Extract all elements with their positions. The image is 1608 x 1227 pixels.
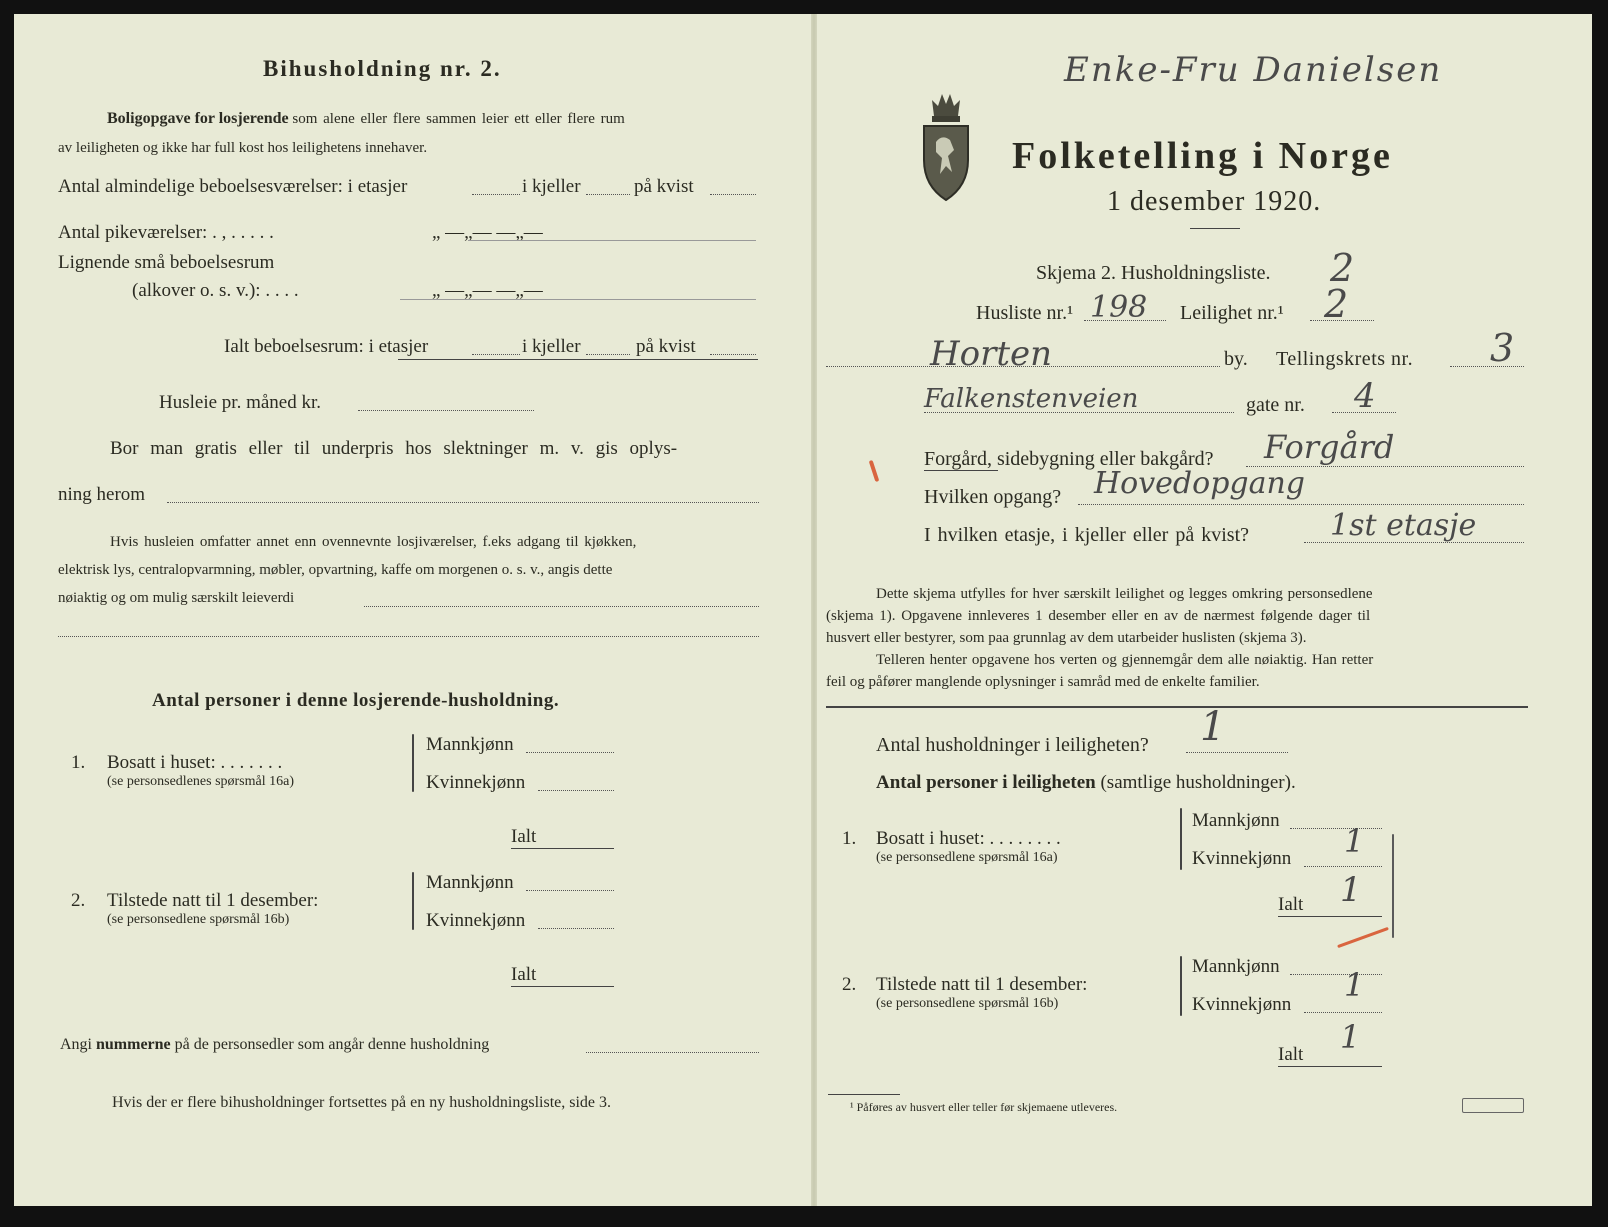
opgang-label: Hvilken opgang? (924, 486, 1062, 508)
row1-kjeller: i kjeller (522, 176, 581, 197)
title-rule (1190, 228, 1240, 229)
left-q2-num: 2. (71, 890, 86, 911)
left-q1-num: 1. (71, 752, 86, 773)
printer-stamp (1462, 1098, 1524, 1113)
left-q2-label: Tilstede natt til 1 desember: (107, 890, 319, 911)
right-date: 1 desember 1920. (1107, 186, 1322, 217)
note-line-4: Telleren henter opgavene hos verten og gjennemgår dem alle nøiaktig. Han retter (876, 652, 1374, 668)
right-q1-mann: Mannkjønn (1192, 810, 1280, 831)
right-q2-sub: (se personsedlene spørsmål 16b) (876, 996, 1059, 1011)
husleie-label: Husleie pr. måned kr. (159, 392, 321, 413)
opgang-field (1078, 504, 1524, 505)
gate-nr-value: 4 (1354, 376, 1376, 416)
etasje-value: 1st etasje (1330, 508, 1477, 543)
coat-of-arms-icon (918, 86, 974, 204)
left-q2-mann-field (526, 890, 614, 891)
krets-label: Tellingskrets nr. (1276, 348, 1414, 370)
leilighet-label: Leilighet nr.¹ (1180, 302, 1284, 324)
intro-line-2: av leiligheten og ikke har full kost hos leilighetens innehaver. (58, 140, 428, 156)
right-q1-ialt-field (1278, 916, 1382, 917)
ialt-underline (398, 359, 758, 360)
left-q1-mann-field (526, 752, 614, 753)
footnote: ¹ Påføres av husvert eller teller før skjemaene utleveres. (850, 1100, 1118, 1114)
ialt-kvist-field (710, 354, 756, 355)
forgard-value: Forgård (1264, 428, 1395, 466)
right-q2-ialt-value: 1 (1340, 1018, 1361, 1056)
right-q2-mann: Mannkjønn (1192, 956, 1280, 977)
right-q2-num: 2. (842, 974, 857, 995)
row3-label-2: (alkover o. s. v.): . . . . (132, 280, 299, 301)
antal-hush-label: Antal husholdninger i leiligheten? (876, 734, 1149, 756)
row3-label-1: Lignende små beboelsesrum (58, 252, 275, 273)
left-q2-ialt: Ialt (511, 964, 537, 985)
footnote-rule (828, 1094, 900, 1095)
left-footer: Hvis der er flere bihusholdninger fortsettes på en ny husholdningsliste, side 3. (112, 1094, 612, 1111)
page-fold (811, 14, 817, 1206)
left-q1-ialt: Ialt (511, 826, 537, 847)
angi-bold: nummerne (96, 1036, 171, 1053)
left-q2-brace (412, 872, 414, 930)
right-persons-title-bold: Antal personer i leiligheten (876, 772, 1096, 793)
krets-field (1450, 366, 1524, 367)
angi-line (60, 1036, 489, 1054)
note-line-1: Dette skjema utfylles for hver særskilt leilighet og legges omkring personsedlene (876, 586, 1373, 602)
right-persons-title (876, 772, 1296, 794)
right-q1-kvinne-field (1304, 866, 1382, 867)
leilighet-value: 2 (1324, 282, 1349, 326)
right-q2-kvinne: Kvinnekjønn (1192, 994, 1292, 1015)
gate-field (924, 412, 1234, 413)
ialt-kjeller-field (586, 354, 630, 355)
right-q1-kvinne-value: 1 (1344, 822, 1365, 860)
right-title: Folketelling i Norge (1012, 135, 1393, 177)
hvis-line-2: elektrisk lys, centralopvarmning, møbler, opvartning, kaffe om morgenen o. s. v., angis dette (58, 562, 613, 578)
right-q1-kvinne: Kvinnekjønn (1192, 848, 1292, 869)
husliste-label: Husliste nr.¹ (976, 302, 1074, 324)
angi-rest: på de personsedler som angår denne husholdning (174, 1036, 490, 1053)
left-q1-sub: (se personsedlenes spørsmål 16a) (107, 774, 295, 789)
left-q1-kvinne: Kvinnekjønn (426, 772, 526, 793)
right-q2-kvinne-field (1304, 1012, 1382, 1013)
antal-hush-field (1186, 752, 1288, 753)
red-pencil-mark-1 (869, 460, 880, 482)
right-q1-label: Bosatt i huset: . . . . . . . . (876, 828, 1061, 849)
hvis-line-1: Hvis husleien omfatter annet enn ovennevnte losjiværelser, f.eks adgang til kjøkken, (110, 534, 637, 550)
intro-rest: som alene eller flere sammen leier ett eller flere rum (292, 111, 625, 127)
row1-kjeller-field (586, 194, 630, 195)
left-title: Bihusholdning nr. 2. (263, 56, 502, 81)
left-q2-kvinne: Kvinnekjønn (426, 910, 526, 931)
opgang-value: Hovedopgang (1094, 466, 1306, 501)
antal-hush-value: 1 (1200, 704, 1226, 750)
row2-marks: „ —„— —„— (432, 222, 543, 243)
husleie-field (358, 410, 534, 411)
by-value: Horten (930, 334, 1053, 374)
pencil-margin-mark (1392, 834, 1394, 938)
gratis-field (167, 502, 759, 503)
left-q2-kvinne-field (538, 928, 614, 929)
top-handwriting: Enke-Fru Danielsen (1064, 50, 1443, 90)
left-q2-ialt-field (511, 986, 614, 987)
ialt-kjeller: i kjeller (522, 336, 581, 357)
note-line-3: husvert eller bestyrer, som paa grunnlag av dem utarbeider huslisten (skjema 3). (826, 630, 1307, 646)
angi-field (586, 1052, 759, 1053)
ialt-label: Ialt beboelsesrum: i etasjer (224, 336, 429, 357)
husliste-value: 198 (1090, 290, 1148, 325)
right-q2-ialt: Ialt (1278, 1044, 1304, 1065)
gate-nr-field (1332, 412, 1396, 413)
right-q2-mann-field (1290, 974, 1382, 975)
left-q1-ialt-field (511, 848, 614, 849)
row3-fields (400, 299, 756, 300)
husliste-field (1084, 320, 1166, 321)
forgard-underline (924, 470, 998, 471)
right-q1-brace (1180, 808, 1182, 870)
ialt-etasjer-field (472, 354, 520, 355)
by-field (826, 366, 1220, 367)
right-q2-ialt-field (1278, 1066, 1382, 1067)
right-q2-kvinne-value: 1 (1344, 966, 1365, 1004)
right-q2-label: Tilstede natt til 1 desember: (876, 974, 1088, 995)
right-q1-num: 1. (842, 828, 857, 849)
left-q1-mann: Mannkjønn (426, 734, 514, 755)
forgard-label: Forgård, sidebygning eller bakgård? (924, 448, 1214, 470)
row1-label: Antal almindelige beboelsesværelser: i etasjer (58, 176, 408, 197)
etasje-field (1304, 542, 1524, 543)
left-q2-sub: (se personsedlene spørsmål 16b) (107, 912, 290, 927)
ialt-kvist: på kvist (636, 336, 696, 357)
right-persons-title-rest: (samtlige husholdninger). (1100, 772, 1296, 793)
intro-bold: Boligopgave for losjerende (107, 110, 289, 127)
angi-pre: Angi (60, 1036, 92, 1053)
etasje-label: I hvilken etasje, i kjeller eller på kvist? (924, 524, 1249, 546)
census-form-sheet (14, 14, 1592, 1206)
gate-label: gate nr. (1246, 394, 1305, 416)
left-persons-title: Antal personer i denne losjerende-husholdning. (152, 690, 560, 711)
red-pencil-mark-2 (1337, 927, 1389, 948)
hvis-field (364, 606, 759, 607)
hvis-line-3: nøiaktig og om mulig særskilt leieverdi (58, 590, 295, 606)
right-q1-ialt-value: 1 (1340, 870, 1362, 910)
hvis-field-2 (58, 636, 759, 637)
gate-value: Falkenstenveien (924, 384, 1139, 414)
note-line-5: feil og påfører manglende oplysninger i samråd med de enkelte familier. (826, 674, 1260, 690)
row1-kvist-field (710, 194, 756, 195)
leilighet-field (1310, 320, 1374, 321)
right-q1-mann-field (1290, 828, 1382, 829)
skjema-label: Skjema 2. Husholdningsliste. (1036, 262, 1271, 284)
right-q1-sub: (se personsedlene spørsmål 16a) (876, 850, 1058, 865)
by-label: by. (1224, 348, 1248, 370)
row1-kvist: på kvist (634, 176, 694, 197)
row1-etasjer-field (472, 194, 520, 195)
note-line-2: (skjema 1). Opgavene innleveres 1 desember eller en av de nærmest følgende dager til (826, 608, 1371, 624)
left-q1-brace (412, 734, 414, 792)
skjema-value: 2 (1330, 246, 1355, 290)
krets-value: 3 (1490, 326, 1515, 370)
left-q1-label: Bosatt i huset: . . . . . . . (107, 752, 283, 773)
intro-line-1 (107, 110, 625, 128)
gratis-line-1: Bor man gratis eller til underpris hos slektninger m. v. gis oplys- (110, 438, 678, 459)
right-q1-ialt: Ialt (1278, 894, 1304, 915)
row2-fields (468, 240, 756, 241)
row2-label: Antal pikeværelser: . , . . . . . (58, 222, 274, 243)
left-q2-mann: Mannkjønn (426, 872, 514, 893)
left-q1-kvinne-field (538, 790, 614, 791)
right-q2-brace (1180, 956, 1182, 1016)
row3-marks: „ —„— —„— (432, 280, 543, 301)
note-divider (826, 706, 1528, 708)
gratis-line-2: ning herom (58, 484, 146, 505)
